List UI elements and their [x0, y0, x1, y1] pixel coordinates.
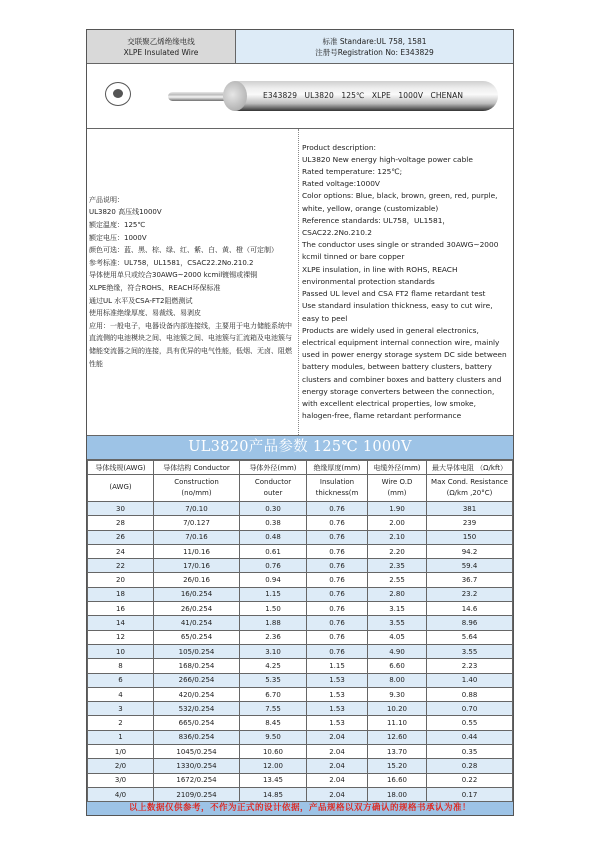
table-header-row-en: [88, 475, 513, 502]
table-cell: 10.20: [368, 702, 427, 716]
description-line-en: Product description:: [302, 142, 376, 152]
table-cell: 3/0: [88, 773, 154, 787]
column-header-cn: 导体外径(mm): [240, 461, 307, 475]
table-cell: 14.85: [240, 787, 307, 801]
description-line-cn: UL3820 高压线1000V: [89, 208, 162, 217]
table-cell: 1.53: [307, 687, 368, 701]
table-cell: 0.22: [427, 773, 513, 787]
table-cell: 1.50: [240, 602, 307, 616]
table-cell: 1.53: [307, 702, 368, 716]
table-cell: 1330/0.254: [154, 759, 240, 773]
table-cell: 10: [88, 644, 154, 658]
table-row: [88, 730, 513, 744]
column-header-cn: 导体线规(AWG): [88, 461, 154, 475]
column-header-cn: 导体结构 Conductor: [154, 461, 240, 475]
table-cell: 4/0: [88, 787, 154, 801]
table-cell: 8.45: [240, 716, 307, 730]
table-cell: 2: [88, 716, 154, 730]
table-cell: 0.35: [427, 745, 513, 759]
description-en: [299, 129, 513, 435]
table-cell: 0.76: [307, 602, 368, 616]
table-cell: 14: [88, 616, 154, 630]
description-line-cn: 颜色可选：蓝、黑、棕、绿、红、紫、白、黄、橙（可定制）: [89, 246, 278, 255]
column-header-line: Wire O.D: [381, 477, 413, 486]
column-header-line: (AWG): [109, 483, 132, 492]
table-cell: 26/0.16: [154, 573, 240, 587]
table-cell: 3.55: [427, 644, 513, 658]
column-header-line: (mm): [387, 489, 407, 497]
table-cell: 94.2: [427, 544, 513, 558]
table-row: [88, 644, 513, 658]
description-line-en: Rated voltage:1000V: [302, 179, 380, 189]
column-header-line: (no/mm): [181, 489, 212, 497]
table-cell: 2/0: [88, 759, 154, 773]
table-cell: 1.53: [307, 673, 368, 687]
table-cell: 266/0.254: [154, 673, 240, 687]
table-cell: 2.04: [307, 773, 368, 787]
table-cell: 9.50: [240, 730, 307, 744]
table-cell: 0.76: [307, 544, 368, 558]
table-cell: 16.60: [368, 773, 427, 787]
description-line-en: XLPE insulation, in line with ROHS, REACH environmental protection standards: [302, 264, 458, 286]
description-line-en: Use standard insulation thickness, easy to cut wire, easy to peel: [302, 301, 493, 323]
table-cell: 381: [427, 502, 513, 516]
table-cell: 6: [88, 673, 154, 687]
table-row: [88, 587, 513, 601]
table-cell: 0.76: [307, 530, 368, 544]
table-cell: 7/0.10: [154, 502, 240, 516]
table-cell: 0.94: [240, 573, 307, 587]
table-cell: 0.76: [307, 616, 368, 630]
table-cell: 30: [88, 502, 154, 516]
table-cell: 10.60: [240, 745, 307, 759]
wire-illustration: [87, 64, 513, 129]
table-cell: 59.4: [427, 559, 513, 573]
table-cell: 1045/0.254: [154, 745, 240, 759]
table-cell: 65/0.254: [154, 630, 240, 644]
table-cell: 0.48: [240, 530, 307, 544]
table-cell: 3.10: [240, 644, 307, 658]
table-cell: 0.76: [307, 644, 368, 658]
table-cell: 15.20: [368, 759, 427, 773]
table-cell: 7/0.16: [154, 530, 240, 544]
description-line-en: The conductor uses single or stranded 30AWG~2000 kcmil tinned or bare copper: [302, 240, 499, 262]
table-cell: 23.2: [427, 587, 513, 601]
table-cell: 8: [88, 659, 154, 673]
table-row: [88, 530, 513, 544]
table-cell: 1.90: [368, 502, 427, 516]
table-cell: 0.76: [307, 516, 368, 530]
table-cell: 665/0.254: [154, 716, 240, 730]
table-cell: 4.25: [240, 659, 307, 673]
description-cn: [87, 129, 299, 435]
table-cell: 2.00: [368, 516, 427, 530]
description-line-cn: 参考标准：UL758，UL1581，CSAC22.2No.210.2: [89, 258, 254, 267]
table-row: [88, 716, 513, 730]
table-cell: 22: [88, 559, 154, 573]
wire-print-text: E343829 UL3820 125℃ XLPE 1000V CHENAN: [263, 91, 464, 100]
table-cell: 2.80: [368, 587, 427, 601]
product-name-cell: [87, 30, 236, 63]
description-line-cn: 应用：一般电子，电器设备内部连接线，主要用于电力储能系统中直流侧的电池模块之间、电池簇之间、电池簇与汇流箱及电池簇与储能变流器之间的连接，具有优异的电气性能，低烟、无卤、阻燃性能: [89, 321, 292, 368]
column-header-line: Construction: [174, 477, 219, 486]
table-row: [88, 687, 513, 701]
description-line-cn: 导体使用单只或绞合30AWG~2000 kcmil镀锡或裸铜: [89, 271, 258, 280]
table-cell: 20: [88, 573, 154, 587]
table-cell: 0.76: [307, 573, 368, 587]
table-cell: 1.40: [427, 673, 513, 687]
table-cell: 11/0.16: [154, 544, 240, 558]
table-cell: 36.7: [427, 573, 513, 587]
table-cell: 0.30: [240, 502, 307, 516]
table-row: [88, 745, 513, 759]
table-cell: 2.10: [368, 530, 427, 544]
table-cell: 0.70: [427, 702, 513, 716]
table-cell: 11.10: [368, 716, 427, 730]
table-cell: 6.70: [240, 687, 307, 701]
table-cell: 1.15: [307, 659, 368, 673]
table-cell: 18.00: [368, 787, 427, 801]
product-name-en: XLPE Insulated Wire: [123, 47, 199, 57]
table-row: [88, 616, 513, 630]
table-cell: 0.38: [240, 516, 307, 530]
table-row: [88, 559, 513, 573]
table-cell: 3.55: [368, 616, 427, 630]
table-cell: 12.00: [240, 759, 307, 773]
table-cell: 4.05: [368, 630, 427, 644]
table-cell: 0.61: [240, 544, 307, 558]
table-cell: 0.76: [240, 559, 307, 573]
column-header-cn: 绝缘厚度(mm): [307, 461, 368, 475]
table-cell: 0.76: [307, 587, 368, 601]
table-cell: 3.15: [368, 602, 427, 616]
table-row: [88, 573, 513, 587]
table-cell: 0.76: [307, 502, 368, 516]
table-cell: 2.20: [368, 544, 427, 558]
column-header-line: Conductor: [254, 477, 292, 486]
wire-jacket-end: [223, 81, 247, 111]
table-cell: 0.55: [427, 716, 513, 730]
table-cell: 1: [88, 730, 154, 744]
table-row: [88, 787, 513, 801]
table-cell: 2109/0.254: [154, 787, 240, 801]
table-row: [88, 602, 513, 616]
table-cell: 26/0.254: [154, 602, 240, 616]
table-cell: 105/0.254: [154, 644, 240, 658]
table-cell: 7/0.127: [154, 516, 240, 530]
wire-cross-section-icon: [105, 82, 131, 106]
table-cell: 2.04: [307, 759, 368, 773]
table-row: [88, 659, 513, 673]
table-cell: 0.76: [307, 559, 368, 573]
table-cell: 16: [88, 602, 154, 616]
column-header-line: Insulation: [319, 477, 355, 486]
table-row: [88, 516, 513, 530]
column-header-en: [427, 475, 513, 502]
table-row: [88, 759, 513, 773]
table-cell: 9.30: [368, 687, 427, 701]
table-cell: 14.6: [427, 602, 513, 616]
table-cell: 1.53: [307, 716, 368, 730]
column-header-en: [368, 475, 427, 502]
standard-text: 标准 Standare:UL 758, 1581: [322, 36, 427, 46]
table-row: [88, 630, 513, 644]
disclaimer-note: 以上数据仅供参考，不作为正式的设计依据，产品规格以双方确认的规格书承认为准！: [87, 802, 513, 815]
table-cell: 8.96: [427, 616, 513, 630]
table-cell: 2.23: [427, 659, 513, 673]
table-cell: 13.70: [368, 745, 427, 759]
table-row: [88, 673, 513, 687]
table-title: UL3820产品参数 125℃ 1000V: [87, 436, 513, 460]
standard-cell: [236, 30, 513, 63]
column-header-line: thickness(m: [315, 489, 359, 497]
description-line-cn: 产品说明：: [89, 195, 124, 204]
table-cell: 26: [88, 530, 154, 544]
table-cell: 28: [88, 516, 154, 530]
column-header-en: [88, 475, 154, 502]
table-row: [88, 544, 513, 558]
table-cell: 16/0.254: [154, 587, 240, 601]
column-header-line: outer: [263, 489, 283, 497]
table-cell: 4: [88, 687, 154, 701]
table-cell: 13.45: [240, 773, 307, 787]
table-cell: 2.04: [307, 730, 368, 744]
description-line-cn: 额定温度：125℃: [89, 221, 146, 230]
column-header-cn: 电缆外径(mm): [368, 461, 427, 475]
table-cell: 1/0: [88, 745, 154, 759]
table-cell: 6.60: [368, 659, 427, 673]
spec-sheet: [86, 29, 514, 816]
table-cell: 24: [88, 544, 154, 558]
sheet-header: [87, 30, 513, 64]
table-cell: 2.04: [307, 787, 368, 801]
table-row: [88, 502, 513, 516]
description-section: [87, 129, 513, 436]
table-cell: 0.17: [427, 787, 513, 801]
description-line-en: Products are widely used in general electronics, electrical equipment internal connection wire, mainly used in power energy storage system DC side between battery modules, between battery clusters, battery clusters and combiner boxes and battery clusters and energy storage converters between the connection, with excellent electrical properties, low smoke, halogen-free, flame retardant performance: [302, 325, 507, 421]
table-header-row-cn: [88, 461, 513, 475]
table-cell: 168/0.254: [154, 659, 240, 673]
table-cell: 2.35: [368, 559, 427, 573]
table-cell: 8.00: [368, 673, 427, 687]
column-header-cn: 最大导体电阻 （Ω/kft）: [427, 461, 513, 475]
column-header-en: [240, 475, 307, 502]
table-cell: 1.15: [240, 587, 307, 601]
table-cell: 0.44: [427, 730, 513, 744]
description-line-en: Color options: Blue, black, brown, green, red, purple, white, yellow, orange (customizable): [302, 191, 498, 213]
column-header-line: (Ω/km ,20°C): [446, 489, 493, 497]
registration-text: 注册号Registration No: E343829: [315, 47, 434, 57]
table-cell: 1672/0.254: [154, 773, 240, 787]
column-header-en: [307, 475, 368, 502]
table-cell: 12: [88, 630, 154, 644]
column-header-en: [154, 475, 240, 502]
table-cell: 5.64: [427, 630, 513, 644]
description-line-en: Passed UL level and CSA FT2 flame retardant test: [302, 289, 486, 299]
table-cell: 2.55: [368, 573, 427, 587]
table-cell: 150: [427, 530, 513, 544]
description-line-en: Rated temperature: 125℃;: [302, 167, 403, 177]
table-cell: 239: [427, 516, 513, 530]
description-line-cn: XLPE绝缘，符合ROHS、REACH环保标准: [89, 284, 221, 292]
table-cell: 7.55: [240, 702, 307, 716]
table-cell: 12.60: [368, 730, 427, 744]
column-header-line: Max Cond. Resistance: [431, 477, 508, 486]
table-cell: 41/0.254: [154, 616, 240, 630]
description-line-en: UL3820 New energy high-voltage power cable: [302, 154, 473, 164]
table-row: [88, 773, 513, 787]
table-cell: 0.88: [427, 687, 513, 701]
parameters-table: [87, 460, 513, 802]
table-cell: 420/0.254: [154, 687, 240, 701]
table-cell: 0.28: [427, 759, 513, 773]
table-cell: 836/0.254: [154, 730, 240, 744]
table-row: [88, 702, 513, 716]
table-cell: 1.88: [240, 616, 307, 630]
table-cell: 4.90: [368, 644, 427, 658]
description-line-en: Reference standards: UL758，UL1581，CSAC22.2No.210.2: [302, 215, 450, 238]
description-line-cn: 使用标准绝缘厚度、易裁线、易剥皮: [89, 309, 201, 318]
table-cell: 532/0.254: [154, 702, 240, 716]
table-cell: 17/0.16: [154, 559, 240, 573]
table-cell: 0.76: [307, 630, 368, 644]
table-cell: 2.04: [307, 745, 368, 759]
product-name-cn: 交联聚乙烯绝缘电线: [127, 36, 195, 46]
table-cell: 3: [88, 702, 154, 716]
table-cell: 5.35: [240, 673, 307, 687]
description-line-cn: 通过UL 水平及CSA-FT2阻燃测试: [89, 296, 193, 305]
table-cell: 18: [88, 587, 154, 601]
description-line-cn: 额定电压：1000V: [89, 233, 147, 242]
table-cell: 2.36: [240, 630, 307, 644]
